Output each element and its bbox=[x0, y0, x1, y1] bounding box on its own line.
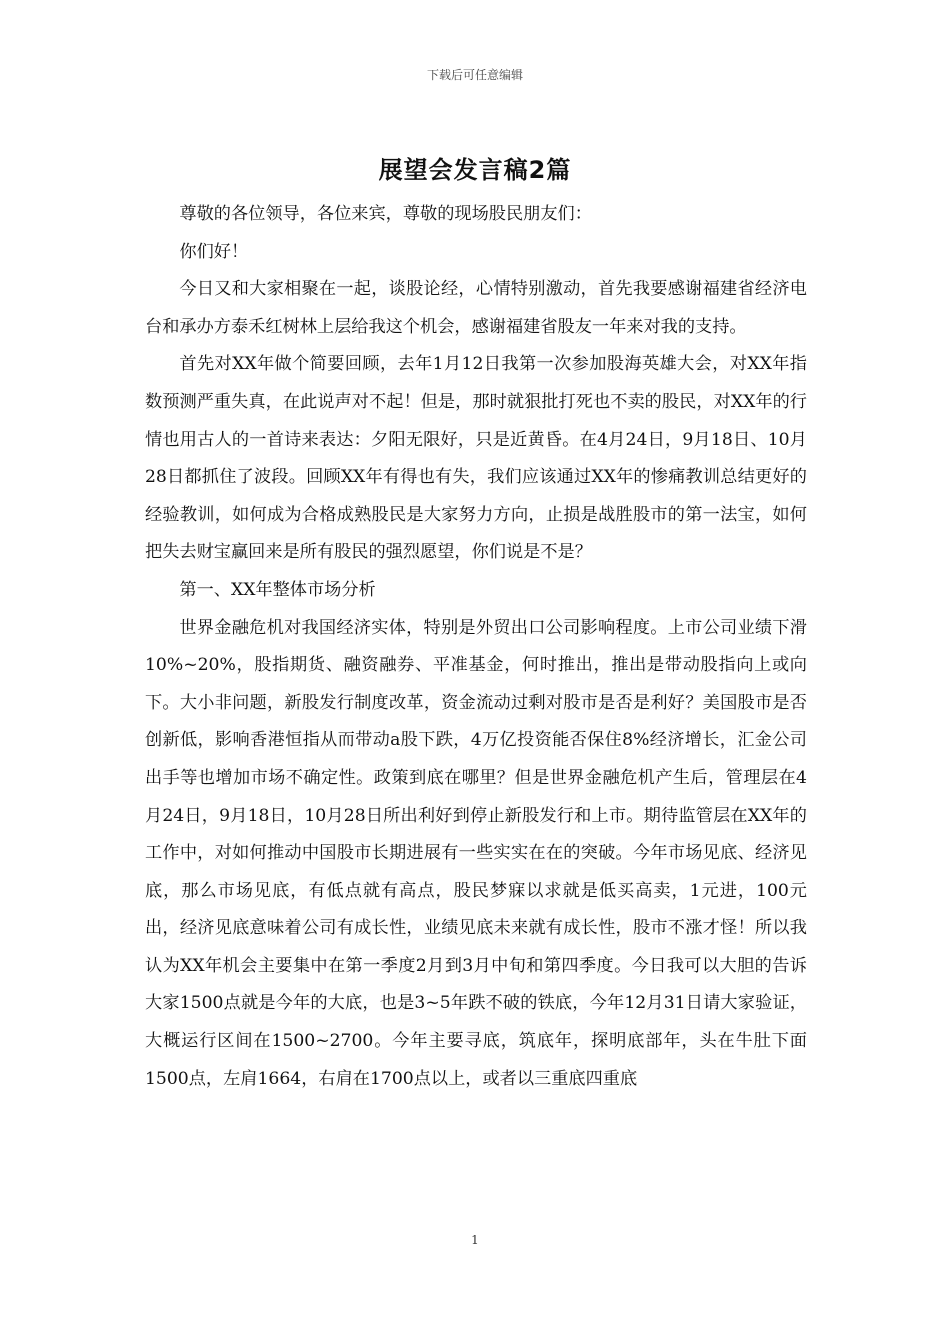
body-paragraph: 首先对XX年做个简要回顾，去年1月12日我第一次参加股海英雄大会，对XX年指数预测严重失真，在此说声对不起！但是，那时就狠批打死也不卖的股民，对XX年的行情也用古人的一首诗来表达：夕阳无限好，只是近黄昏。在4月24日，9月18日、10月28日都抓住了波段。回顾XX年有得也有失，我们应该通过XX年的惨痛教训总结更好的经验教训，如何成为合格成熟股民是大家努力方向，止损是战胜股市的第一法宝，如何把失去财宝赢回来是所有股民的强烈愿望，你们说是不是？ bbox=[145, 354, 807, 563]
document-body bbox=[145, 196, 807, 1098]
page-header-note: 下载后可任意编辑 bbox=[426, 68, 523, 82]
body-paragraph: 世界金融危机对我国经济实体，特别是外贸出口公司影响程度。上市公司业绩下滑10%~20%，股指期货、融资融券、平准基金，何时推出，推出是带动股指向上或向下。大小非问题，新股发行制度改革，资金流动过剩对股市是否是利好？美国股市是否创新低，影响香港恒指从而带动a股下跌，4万亿投资能否保住8%经济增长，汇金公司出手等也增加市场不确定性。政策到底在哪里？但是世界金融危机产生后，管理层在4月24日，9月18日，10月28日所出利好到停止新股发行和上市。期待监管层在XX年的工作中，对如何推动中国股市长期进展有一些实实在在的突破。今年市场见底、经济见底，那么市场见底，有低点就有高点，股民梦寐以求就是低买高卖，1元进，100元出，经济见底意味着公司有成长性，业绩见底未来就有成长性，股市不涨才怪！所以我认为XX年机会主要集中在第一季度2月到3月中旬和第四季度。今日我可以大胆的告诉大家1500点就是今年的大底，也是3~5年跌不破的铁底，今年12月31日请大家验证，大概运行区间在1500~2700。今年主要寻底，筑底年，探明底部年，头在牛肚下面1500点，左肩1664，右肩在1700点以上，或者以三重底四重底 bbox=[145, 617, 807, 1089]
document-title: 展望会发言稿2篇 bbox=[378, 156, 572, 184]
page-number: 1 bbox=[471, 1233, 479, 1247]
greeting-paragraph: 你们好！ bbox=[179, 241, 249, 262]
section-heading: 第一、XX年整体市场分析 bbox=[179, 579, 376, 600]
body-paragraph: 今日又和大家相聚在一起，谈股论经，心情特别激动，首先我要感谢福建省经济电台和承办方泰禾红树林上层给我这个机会，感谢福建省股友一年来对我的支持。 bbox=[145, 279, 807, 337]
salutation-paragraph: 尊敬的各位领导，各位来宾，尊敬的现场股民朋友们： bbox=[179, 204, 592, 224]
